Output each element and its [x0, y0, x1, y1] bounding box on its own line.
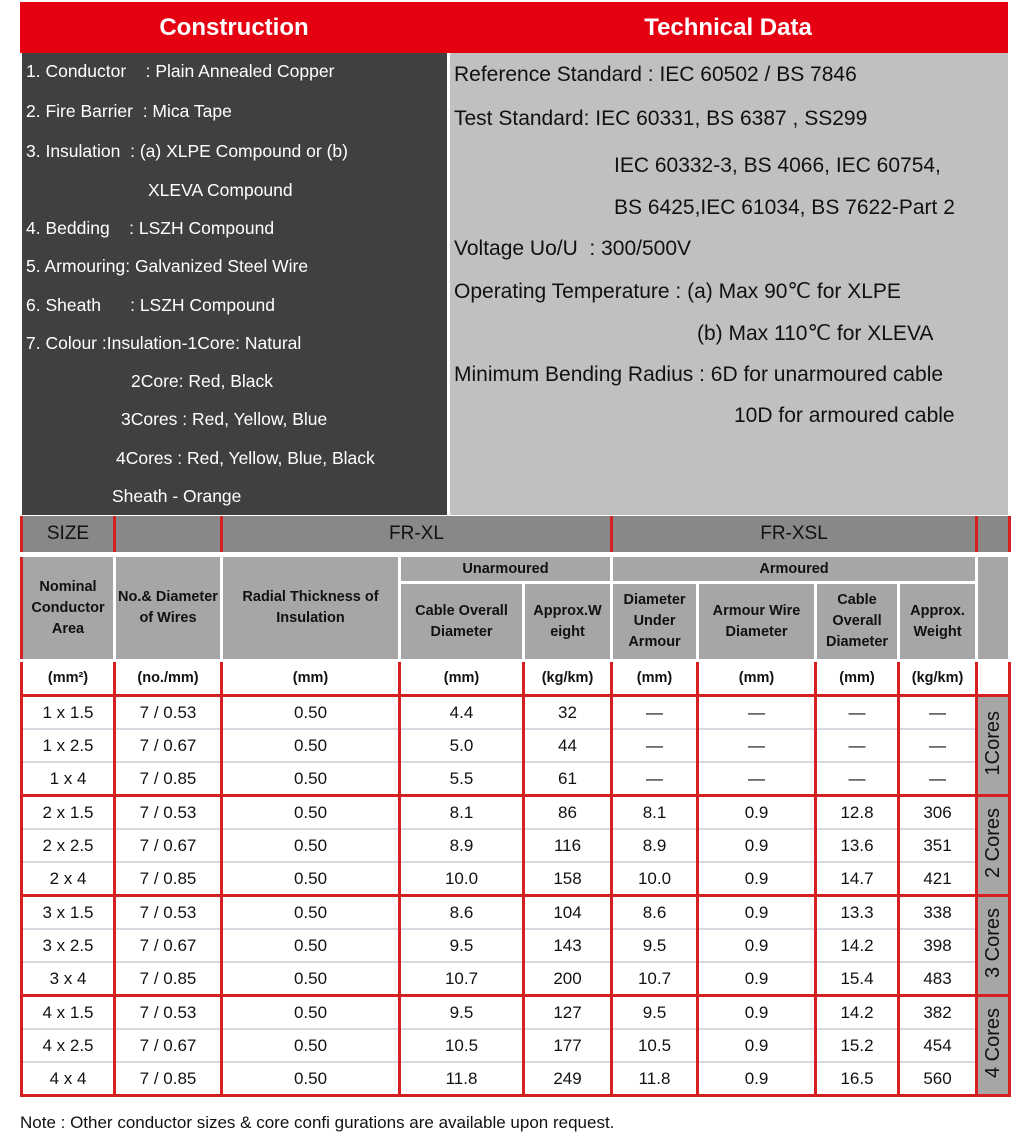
table-cell: 14.2 [816, 929, 899, 962]
table-cell: — [698, 696, 816, 730]
table-cell: 15.4 [816, 962, 899, 996]
core-group-label [977, 896, 1010, 996]
table-cell: 12.8 [816, 796, 899, 830]
table-cell: 10.0 [612, 862, 698, 896]
table-cell: 13.3 [816, 896, 899, 930]
table-cell: 8.9 [400, 829, 524, 862]
core-group-label [977, 696, 1010, 796]
construction-line: 1. Conductor : Plain Annealed Copper [26, 61, 335, 81]
table-cell: — [899, 696, 977, 730]
construction-line: 5. Armouring: Galvanized Steel Wire [26, 256, 309, 276]
table-cell: 0.50 [222, 929, 400, 962]
table-cell: 143 [524, 929, 612, 962]
table-cell: 1 x 2.5 [22, 729, 115, 762]
table-cell: — [899, 729, 977, 762]
table-cell: 306 [899, 796, 977, 830]
unit-cell: (mm) [816, 661, 899, 696]
table-cell: 2 x 4 [22, 862, 115, 896]
table-cell: 104 [524, 896, 612, 930]
table-row [22, 996, 1010, 1030]
cores-header-blank [977, 555, 1010, 661]
construction-line: 6. Sheath : LSZH Compound [26, 295, 276, 315]
table-cell: 0.50 [222, 996, 400, 1030]
table-cell: — [698, 729, 816, 762]
table-cell: 8.6 [612, 896, 698, 930]
core-group-label-text: 2 Cores [981, 807, 1004, 879]
table-cell: 351 [899, 829, 977, 862]
table-cell: 0.50 [222, 762, 400, 796]
table-cell: 0.50 [222, 696, 400, 730]
table-cell: 13.6 [816, 829, 899, 862]
table-cell: — [816, 762, 899, 796]
core-group-label [977, 996, 1010, 1096]
cores-corner-header [977, 516, 1010, 555]
table-cell: 10.0 [400, 862, 524, 896]
construction-line: 4. Bedding : LSZH Compound [26, 218, 275, 238]
construction-line: 4Cores : Red, Yellow, Blue, Black [116, 448, 375, 468]
table-cell: 3 x 2.5 [22, 929, 115, 962]
table-cell: 8.6 [400, 896, 524, 930]
table-cell: 0.9 [698, 929, 816, 962]
table-cell: — [899, 762, 977, 796]
table-row [22, 1062, 1010, 1096]
table-cell: 560 [899, 1062, 977, 1096]
table-cell: 249 [524, 1062, 612, 1096]
table-cell: 421 [899, 862, 977, 896]
table-cell: 0.9 [698, 996, 816, 1030]
table-cell: 5.5 [400, 762, 524, 796]
construction-line: 3Cores : Red, Yellow, Blue [121, 409, 328, 429]
unit-cell: (mm) [400, 661, 524, 696]
construction-panel [22, 53, 447, 515]
table-row [22, 796, 1010, 830]
table-row [22, 829, 1010, 862]
table-cell: 0.9 [698, 796, 816, 830]
table-cell: 8.9 [612, 829, 698, 862]
table-cell: 5.0 [400, 729, 524, 762]
table-cell: 7 / 0.67 [115, 829, 222, 862]
table-row [22, 729, 1010, 762]
construction-line: 2. Fire Barrier : Mica Tape [26, 101, 232, 121]
unit-cell: (mm) [222, 661, 400, 696]
table-cell: 7 / 0.67 [115, 1029, 222, 1062]
table-cell: 0.9 [698, 829, 816, 862]
table-cell: 1 x 1.5 [22, 696, 115, 730]
table-cell: 7 / 0.85 [115, 862, 222, 896]
technical-line: Voltage Uo/U : 300/500V [454, 237, 691, 260]
cable-spec-table [20, 516, 1008, 1097]
table-cell: 32 [524, 696, 612, 730]
table-cell: 9.5 [612, 996, 698, 1030]
col-header-unarm-weight: Approx.W eight [524, 583, 612, 661]
table-cell: 0.50 [222, 829, 400, 862]
footnote: Note : Other conductor sizes & core confi gurations are available upon request. [20, 1113, 615, 1132]
table-cell: 4 x 1.5 [22, 996, 115, 1030]
table-cell: 0.50 [222, 729, 400, 762]
table-cell: 7 / 0.53 [115, 896, 222, 930]
table-cell: — [612, 729, 698, 762]
table-cell: 0.9 [698, 862, 816, 896]
col-header-under-armour: Diameter Under Armour [612, 583, 698, 661]
table-cell: 9.5 [400, 929, 524, 962]
table-cell: 8.1 [612, 796, 698, 830]
table-cell: — [612, 696, 698, 730]
table-row [22, 896, 1010, 930]
table-cell: 10.5 [612, 1029, 698, 1062]
table-cell: 0.50 [222, 962, 400, 996]
technical-data-heading: Technical Data [644, 13, 812, 41]
table-cell: 177 [524, 1029, 612, 1062]
unarmoured-header: Unarmoured [400, 555, 612, 583]
table-cell: 398 [899, 929, 977, 962]
table-cell: 86 [524, 796, 612, 830]
table-cell: 10.5 [400, 1029, 524, 1062]
technical-line: BS 6425,IEC 61034, BS 7622-Part 2 [614, 196, 955, 219]
table-cell: — [698, 762, 816, 796]
col-header-arm-weight: Approx. Weight [899, 583, 977, 661]
table-cell: 0.9 [698, 1062, 816, 1096]
table-cell: 454 [899, 1029, 977, 1062]
table-cell: 0.9 [698, 962, 816, 996]
col-header-unarm-diameter: Cable Overall Diameter [400, 583, 524, 661]
table-cell: — [816, 696, 899, 730]
technical-line: IEC 60332-3, BS 4066, IEC 60754, [614, 154, 941, 177]
table-cell: 1 x 4 [22, 762, 115, 796]
construction-line: 3. Insulation : (a) XLPE Compound or (b) [26, 141, 348, 161]
table-cell: 4.4 [400, 696, 524, 730]
technical-line: (b) Max 110℃ for XLEVA [697, 322, 934, 345]
construction-line: 7. Colour :Insulation-1Core: Natural [26, 333, 302, 353]
col-header-insulation: Radial Thickness of Insulation [222, 555, 400, 661]
technical-line: 10D for armoured cable [734, 404, 955, 427]
table-cell: — [816, 729, 899, 762]
col-header-arm-diameter: Cable Overall Diameter [816, 583, 899, 661]
table-cell: 7 / 0.53 [115, 696, 222, 730]
table-row [22, 962, 1010, 996]
size-header: SIZE [22, 516, 115, 555]
table-cell: 0.50 [222, 862, 400, 896]
table-cell: 4 x 2.5 [22, 1029, 115, 1062]
table-cell: 158 [524, 862, 612, 896]
units-row [22, 661, 1010, 696]
table-body [22, 696, 1010, 1096]
table-cell: 127 [524, 996, 612, 1030]
table-cell: 338 [899, 896, 977, 930]
col-header-armour-wire: Armour Wire Diameter [698, 583, 816, 661]
table-cell: 7 / 0.53 [115, 996, 222, 1030]
unit-cell-blank [977, 661, 1010, 696]
table-cell: 7 / 0.67 [115, 929, 222, 962]
technical-line: Operating Temperature : (a) Max 90℃ for XLPE [454, 280, 901, 303]
unit-cell: (kg/km) [524, 661, 612, 696]
construction-heading: Construction [159, 13, 309, 41]
table-cell: 7 / 0.67 [115, 729, 222, 762]
table-cell: 7 / 0.85 [115, 762, 222, 796]
table-cell: 0.9 [698, 896, 816, 930]
table-cell: — [612, 762, 698, 796]
table-cell: 61 [524, 762, 612, 796]
core-group-label [977, 796, 1010, 896]
technical-line: Test Standard: IEC 60331, BS 6387 , SS299 [454, 107, 868, 130]
table-cell: 0.50 [222, 896, 400, 930]
table-cell: 44 [524, 729, 612, 762]
table-cell: 2 x 1.5 [22, 796, 115, 830]
table-row [22, 862, 1010, 896]
table-cell: 0.50 [222, 1062, 400, 1096]
table-cell: 11.8 [400, 1062, 524, 1096]
unit-cell: (mm) [698, 661, 816, 696]
table-cell: 0.50 [222, 796, 400, 830]
table-group-row [22, 516, 1010, 555]
construction-line: 2Core: Red, Black [131, 371, 274, 391]
table-cell: 9.5 [612, 929, 698, 962]
table-cell: 4 x 4 [22, 1062, 115, 1096]
core-group-label-text: 3 Cores [981, 907, 1004, 979]
table-cell: 9.5 [400, 996, 524, 1030]
table-cell: 3 x 4 [22, 962, 115, 996]
fr-xsl-header: FR-XSL [612, 516, 977, 555]
unit-cell: (no./mm) [115, 661, 222, 696]
table-row [22, 762, 1010, 796]
table-cell: 0.50 [222, 1029, 400, 1062]
table-cell: 10.7 [400, 962, 524, 996]
table-cell: 7 / 0.53 [115, 796, 222, 830]
table-row [22, 696, 1010, 730]
unit-cell: (mm²) [22, 661, 115, 696]
table-cell: 483 [899, 962, 977, 996]
technical-data-panel [450, 53, 1008, 515]
unit-cell: (kg/km) [899, 661, 977, 696]
table-cell: 11.8 [612, 1062, 698, 1096]
table-cell: 14.2 [816, 996, 899, 1030]
table-cell: 382 [899, 996, 977, 1030]
col-header-wires: No.& Diameter of Wires [115, 555, 222, 661]
table-cell: 7 / 0.85 [115, 962, 222, 996]
table-cell: 3 x 1.5 [22, 896, 115, 930]
technical-line: Reference Standard : IEC 60502 / BS 7846 [454, 63, 857, 86]
fr-xl-header: FR-XL [222, 516, 612, 555]
table-cell: 200 [524, 962, 612, 996]
table-cell: 15.2 [816, 1029, 899, 1062]
construction-line: XLEVA Compound [148, 180, 293, 200]
table-cell: 7 / 0.85 [115, 1062, 222, 1096]
table-subgroup-row [22, 555, 1010, 583]
table-cell: 116 [524, 829, 612, 862]
table-cell: 14.7 [816, 862, 899, 896]
technical-line: Minimum Bending Radius : 6D for unarmoured cable [454, 363, 944, 386]
table-row [22, 929, 1010, 962]
armoured-header: Armoured [612, 555, 977, 583]
table-cell: 2 x 2.5 [22, 829, 115, 862]
unit-cell: (mm) [612, 661, 698, 696]
construction-line: Sheath - Orange [112, 486, 242, 506]
col-header-nominal-area: Nominal Conductor Area [22, 555, 115, 661]
table-cell: 8.1 [400, 796, 524, 830]
table-cell: 10.7 [612, 962, 698, 996]
table-row [22, 1029, 1010, 1062]
table-cell: 16.5 [816, 1062, 899, 1096]
section-header-bar [20, 2, 1008, 53]
blank-header [115, 516, 222, 555]
table-cell: 0.9 [698, 1029, 816, 1062]
core-group-label-text: 4 Cores [981, 1007, 1004, 1079]
core-group-label-text: 1Cores [981, 710, 1004, 776]
